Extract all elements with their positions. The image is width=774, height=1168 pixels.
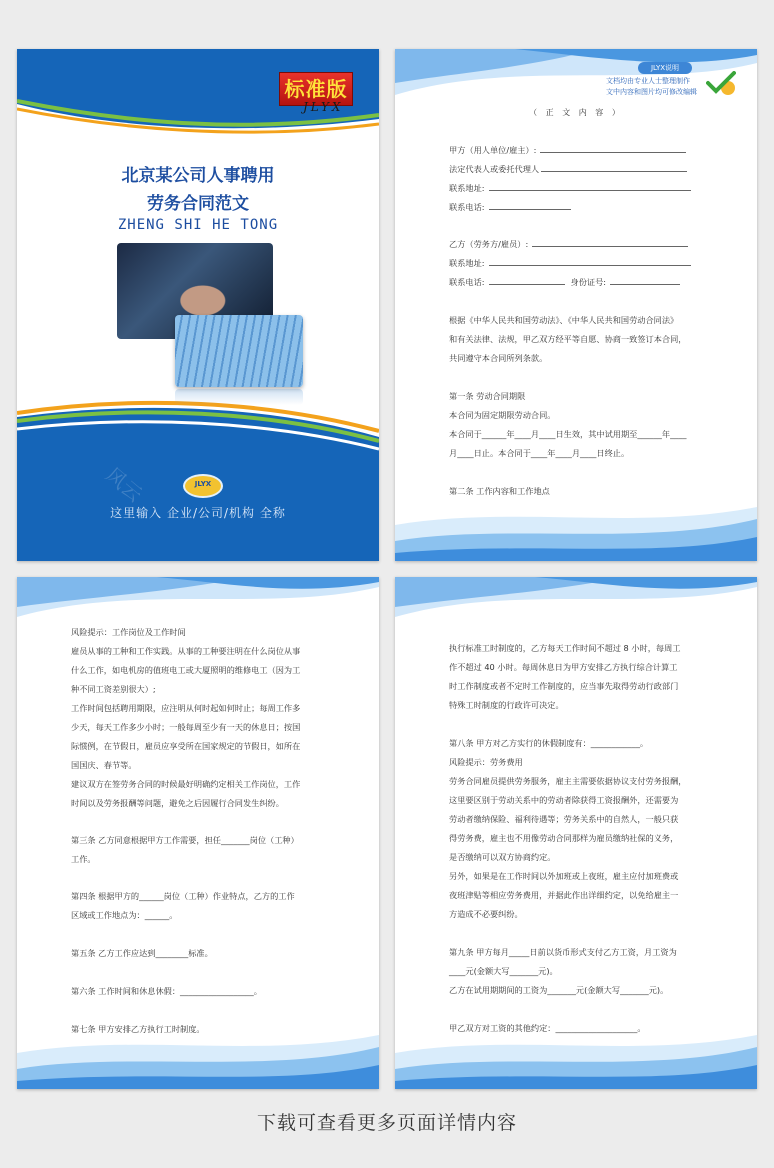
text-line: 夜班津贴等相应劳务费用，并据此作出详细约定，以免给雇主一	[449, 890, 679, 900]
top-wave-decoration	[395, 49, 757, 109]
text-line: 第三条 乙方同意根据甲方工作需要，担任_______岗位（工种）	[71, 835, 299, 845]
text-line: 另外，如果是在工作时间以外加班或上夜班，雇主应付加班费或	[449, 871, 679, 881]
text-line: 建议双方在签劳务合同的时候最好明确约定相关工作岗位，工作	[71, 779, 301, 789]
text-line: 共同遵守本合同所列条款。	[449, 353, 548, 363]
text-line: 劳动者缴纳保险、福利待遇等；劳务关系中的自然人，一般只获	[449, 814, 679, 824]
contract-page-3	[17, 577, 379, 1089]
text-line: 工作。	[71, 854, 96, 864]
text-line: 第八条 甲方对乙方实行的休假制度有：____________。	[449, 738, 649, 748]
text-line: 风险提示：工作岗位及工作时间	[71, 627, 186, 637]
text-line: 乙方在试用期期间的工资为_______元(金额大写_______元)。	[449, 985, 669, 995]
notice-line2: 文中内容和图片均可修改编辑	[606, 88, 697, 96]
brand-logo-text: JLYX	[194, 480, 212, 488]
text-line: 方造成不必要纠纷。	[449, 909, 523, 919]
text-line: ____元(金额大写_______元)。	[449, 966, 558, 976]
building-photo	[175, 315, 303, 387]
edition-badge: 标准版	[279, 72, 353, 106]
contract-page-2	[395, 49, 757, 561]
text-line: 第七条 甲方安排乙方执行工时制度。	[71, 1024, 205, 1034]
body-heading: （ 正 文 内 容 ）	[529, 108, 623, 117]
bottom-wave-decoration	[17, 1029, 379, 1089]
text-line: 第四条 根据甲方的______岗位（工种）作业特点，乙方的工作	[71, 891, 295, 901]
text-line: 工作时间包括聘用期限，应注明从何时起如何时止；每周工作多	[71, 703, 301, 713]
text-line: 第六条 工作时间和休息休假：__________________。	[71, 986, 262, 996]
text-line: 本合同为固定期限劳动合同。	[449, 410, 556, 420]
company-name-placeholder: 这里输入 企业/公司/机构 全称	[110, 506, 286, 520]
text-line: 联系电话: 身份证号:	[449, 277, 680, 288]
text-line: 雇员从事的工种和工作实践。从事的工种要注明在什么岗位从事	[71, 646, 301, 656]
cover-title-line2: 劳务合同范文	[147, 194, 249, 214]
text-line: 第九条 甲方每月_____日前以货币形式支付乙方工资，月工资为	[449, 947, 677, 957]
text-line: 执行标准工时制度的，乙方每天工作时间不超过 8 小时，每周工	[449, 643, 681, 653]
text-line: 作不超过 40 小时。每周休息日为甲方安排乙方执行综合计算工	[449, 662, 678, 672]
text-line: 第一条 劳动合同期限	[449, 391, 526, 401]
bottom-wave-decoration	[395, 1029, 757, 1089]
text-line: 是否缴纳可以双方协商约定。	[449, 852, 556, 862]
text-line: 联系电话:	[449, 202, 571, 213]
cover-page	[17, 49, 379, 561]
checkmark-icon	[706, 71, 736, 97]
watermark: 风云	[101, 462, 148, 507]
text-line: 根据《中华人民共和国劳动法》、《中华人民共和国劳动合同法》	[449, 315, 679, 325]
text-line: 国国庆、春节等。	[71, 760, 137, 770]
text-line: 联系地址:	[449, 258, 691, 269]
text-line: 这里要区别于劳动关系中的劳动者除获得工资报酬外，还需要为	[449, 795, 679, 805]
text-line: 种不同工资差别很大）;	[71, 684, 156, 694]
top-wave-decoration	[395, 577, 757, 627]
top-wave-decoration	[17, 577, 379, 627]
notice-line1: 文档均由专业人士整理制作	[606, 77, 690, 85]
text-line: 联系地址:	[449, 183, 691, 194]
text-line: 少天，每天工作多少小时；一般每周至少有一天的休息日；按国	[71, 722, 301, 732]
text-line: 本合同于______年____月____日生效，其中试用期至______年____	[449, 429, 687, 439]
notice-pill: JLYX说明	[638, 62, 692, 74]
text-line: 什么工作，如电机房的值班电工或大厦照明的维修电工（因为工	[71, 665, 301, 675]
contract-page-4	[395, 577, 757, 1089]
cover-title-line1: 北京某公司人事聘用	[121, 166, 275, 186]
building-photo-reflection	[175, 389, 303, 405]
text-line: 区域或工作地点为：______。	[71, 910, 178, 920]
text-line: 得劳务费，雇主也不用像劳动合同那样为雇员缴纳社保的义务，	[449, 833, 679, 843]
text-line: 乙方（劳务方/雇员）:	[449, 239, 688, 250]
text-line: 时间以及劳务报酬等问题，避免之后因履行合同发生纠纷。	[71, 798, 284, 808]
text-line: 月____日止。本合同于____年____月____日终止。	[449, 448, 630, 458]
text-line: 甲方（用人单位/雇主）:	[449, 145, 686, 156]
bottom-wave-decoration	[395, 501, 757, 561]
text-line: 和有关法律、法规，甲乙双方经平等自愿、协商一致签订本合同，	[449, 334, 687, 344]
cover-title-english: ZHENG SHI HE TONG	[117, 217, 279, 233]
text-line: 第五条 乙方工作应达到________标准。	[71, 948, 213, 958]
text-line: 风险提示：劳务费用	[449, 757, 523, 767]
download-more-hint[interactable]: 下载可查看更多页面详情内容	[256, 1112, 517, 1134]
text-line: 劳务合同雇员提供劳务服务，雇主主需要依据协议支付劳务报酬，	[449, 776, 687, 786]
text-line: 甲乙双方对工资的其他约定：____________________。	[449, 1023, 646, 1033]
text-line: 法定代表人或委托代理人	[449, 164, 687, 175]
text-line: 特殊工时制度的行政许可决定。	[449, 700, 564, 710]
text-line: 第二条 工作内容和工作地点	[449, 486, 550, 496]
badge-brand: JLYX	[303, 100, 344, 114]
text-line: 时工作制度或者不定时工作制度的，应当事先取得劳动行政部门	[449, 681, 679, 691]
text-line: 际惯例，在节假日，雇员应享受所在国家规定的节假日，如所在	[71, 741, 301, 751]
